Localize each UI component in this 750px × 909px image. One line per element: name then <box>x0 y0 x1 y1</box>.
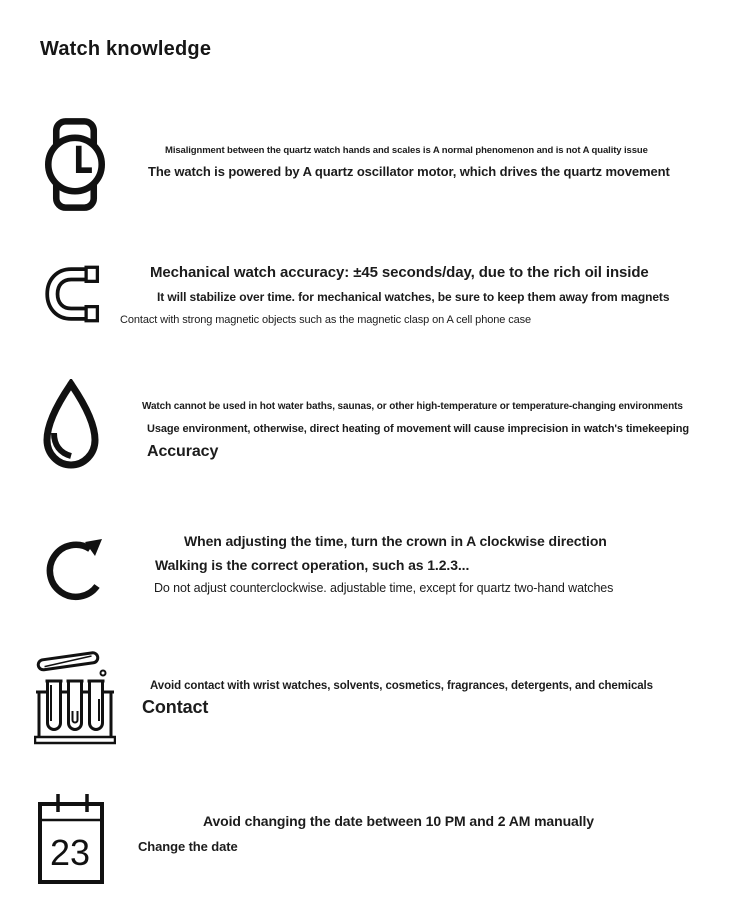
item-quartz-main: The watch is powered by A quartz oscillator motor, which drives the quartz movement <box>148 164 670 179</box>
wristwatch-icon <box>45 116 105 213</box>
item-magnet-main: Mechanical watch accuracy: ±45 seconds/day, due to the rich oil inside <box>150 264 649 281</box>
calendar-day-number: 23 <box>50 832 91 873</box>
item-magnet-note: Contact with strong magnetic objects such as the magnetic clasp on A cell phone case <box>120 314 532 326</box>
water-drop-icon <box>40 379 102 471</box>
item-contact-note: Avoid contact with wrist watches, solvents, cosmetics, fragrances, detergents, and chemicals <box>150 680 653 692</box>
item-temperature-heading: Accuracy <box>147 443 219 460</box>
clockwise-arrow-icon <box>42 527 112 607</box>
item-date-main: Avoid changing the date between 10 PM and 2 AM manually <box>203 813 594 829</box>
calendar-icon <box>36 792 108 886</box>
magnet-icon <box>42 264 104 324</box>
page-title: Watch knowledge <box>40 38 212 60</box>
item-magnet-sub: It will stabilize over time. for mechanical watches, be sure to keep them away from magnets <box>157 290 670 304</box>
item-crown-sub: Walking is the correct operation, such as 1.2.3... <box>155 557 470 573</box>
item-temperature-sub: Usage environment, otherwise, direct heating of movement will cause imprecision in watch's timekeeping <box>147 423 689 435</box>
item-temperature-note: Watch cannot be used in hot water baths, saunas, or other high-temperature or temperature-changing environments <box>142 401 683 412</box>
item-contact-heading: Contact <box>142 697 209 717</box>
item-crown-note: Do not adjust counterclockwise. adjustable time, except for quartz two-hand watches <box>154 581 614 595</box>
item-quartz-note: Misalignment between the quartz watch hands and scales is A normal phenomenon and is not A quality issue <box>165 145 648 156</box>
item-date-heading: Change the date <box>138 839 238 854</box>
item-crown-main: When adjusting the time, turn the crown in A clockwise direction <box>184 533 607 549</box>
test-tubes-icon <box>34 647 116 747</box>
